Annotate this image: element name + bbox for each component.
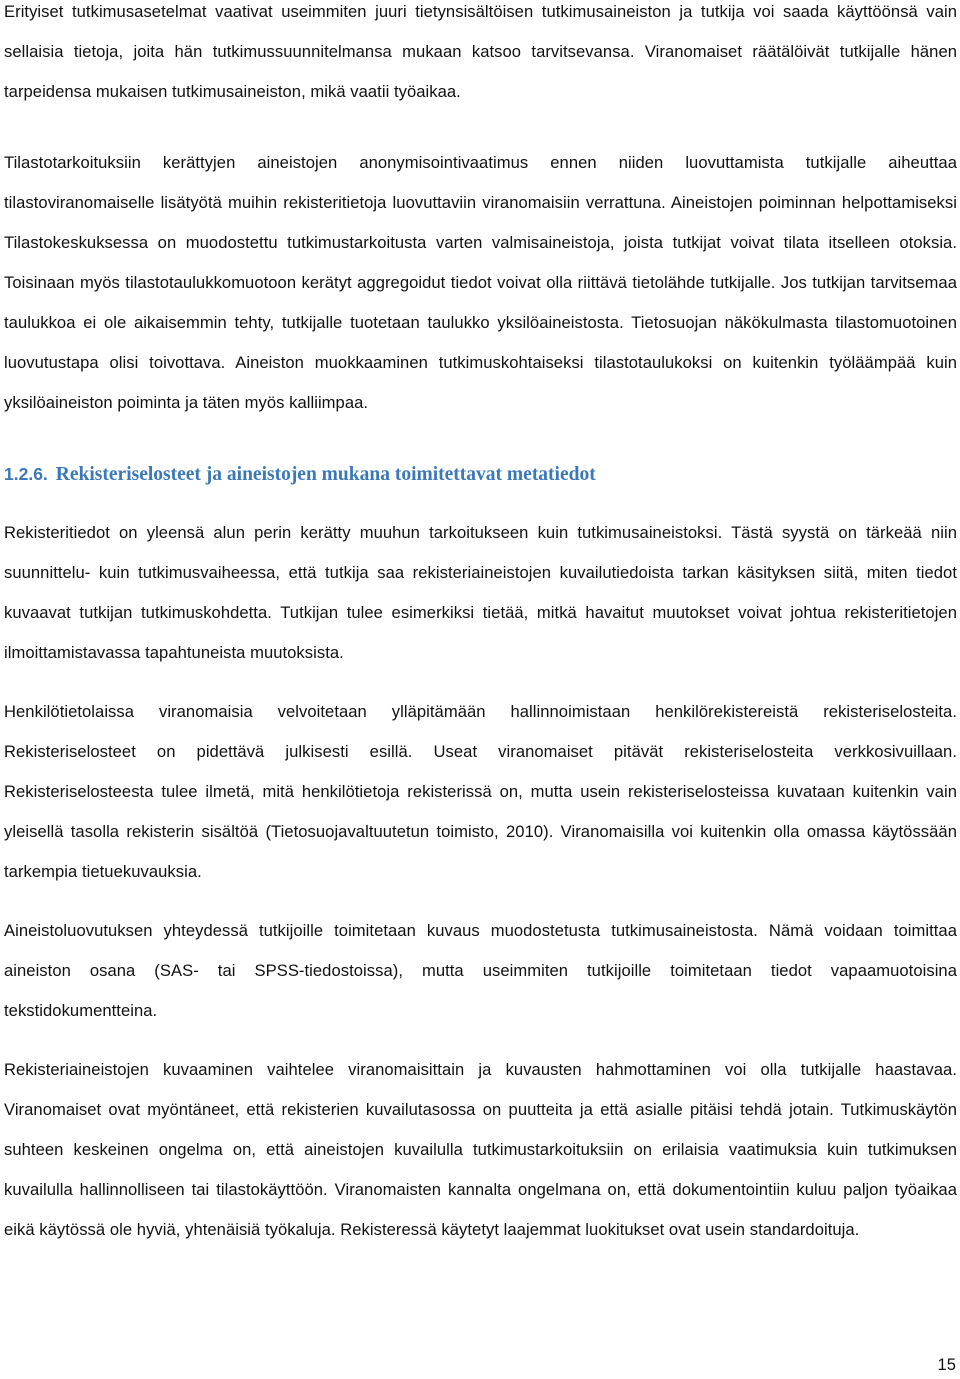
section-paragraph-2: Henkilötietolaissa viranomaisia velvoitetaan ylläpitämään hallinnoimistaan henkilörekistereistä rekisteriselosteita. Rekisteriselosteet on pidettävä julkisesti esillä. Useat viranomaiset pitävät rekisteriselosteita verkkosivuillaan. Rekisteriselosteesta tulee ilmetä, mitä henkilötietoja rekisterissä on, mutta usein rekisteriselosteissa kuvataan kuitenkin vain yleisellä tasolla rekisterin sisältöä (Tietosuojavaltuutetun toimisto, 2010). Viranomaisilla voi kuitenkin olla omassa käytössään tarkempia tietuekuvauksia. [4,702,957,881]
body-paragraph-1: Erityiset tutkimusasetelmat vaativat useimmiten juuri tietynsisältöisen tutkimusaineiston ja tutkija voi saada käyttöönsä vain sellaisia tietoja, joita hän tutkimussuunnitelmansa mukaan katsoo tarvitsevansa. Viranomaiset räätälöivät tutkijalle hänen tarpeidensa mukaisen tutkimusaineiston, mikä vaatii työaikaa. [4,2,957,101]
document-page [4,0,957,1250]
page-number: 15 [937,1355,956,1374]
section-number: 1.2.6. [4,464,48,484]
body-paragraph-2: Tilastotarkoituksiin kerättyjen aineistojen anonymisointivaatimus ennen niiden luovuttamista tutkijalle aiheuttaa tilastoviranomaiselle lisätyötä muihin rekisteritietoja luovuttaviin viranomaisiin verrattuna. Aineistojen poiminnan helpottamiseksi Tilastokeskuksessa on muodostettu tutkimustarkoitusta varten valmisaineistoja, joista tutkijat voivat tilata itselleen otoksia. Toisinaan myös tilastotaulukkomuotoon kerätyt aggregoidut tiedot voivat olla riittävä tietolähde tutkijalle. Jos tutkijan tarvitsemaa taulukkoa ei ole aikaisemmin tehty, tutkijalle tuotetaan taulukko yksilöaineistosta. Tietosuojan näkökulmasta tilastomuotoinen luovutustapa olisi toivottava. Aineiston muokkaaminen tutkimuskohtaiseksi tilastotaulukoksi on kuitenkin työläämpää kuin yksilöaineiston poiminta ja täten myös kalliimpaa. [4,153,957,412]
section-paragraph-4: Rekisteriaineistojen kuvaaminen vaihtelee viranomaisittain ja kuvausten hahmottaminen voi olla tutkijalle haastavaa. Viranomaiset ovat myöntäneet, että rekisterien kuvailutasossa on puutteita ja että asialle pitäisi tehdä jotain. Tutkimuskäytön suhteen keskeinen ongelma on, että aineistojen kuvailulla tutkimustarkoituksiin on erilaisia vaatimuksia kuin tutkimuksen kuvailulla hallinnolliseen tai tilastokäyttöön. Viranomaisten kannalta ongelmana on, että dokumentointiin kuluu paljon työaikaa eikä käytössä ole hyviä, yhtenäisiä työkaluja. Rekisteressä käytetyt laajemmat luokitukset ovat usein standardoituja. [4,1060,957,1239]
section-paragraph-3: Aineistoluovutuksen yhteydessä tutkijoille toimitetaan kuvaus muodostetusta tutkimusaineistosta. Nämä voidaan toimittaa aineiston osana (SAS- tai SPSS-tiedostoissa), mutta useimmiten tutkijoille toimitetaan tiedot vapaamuotoisina tekstidokumentteina. [4,921,957,1020]
section-paragraph-1: Rekisteritiedot on yleensä alun perin kerätty muuhun tarkoitukseen kuin tutkimusaineistoksi. Tästä syystä on tärkeää niin suunnittelu- kuin tutkimusvaiheessa, että tutkija saa rekisteriaineistojen kuvailutiedoista tarkan käsityksen siitä, miten tiedot kuvaavat tutkijan tutkimuskohdetta. Tutkijan tulee esimerkiksi tietää, mitkä havaitut muutokset voivat johtua rekisteritietojen ilmoittamistavassa tapahtuneista muutoksista. [4,523,957,662]
section-heading [4,454,957,495]
section-title: Rekisteriselosteet ja aineistojen mukana toimitettavat metatiedot [55,464,596,485]
